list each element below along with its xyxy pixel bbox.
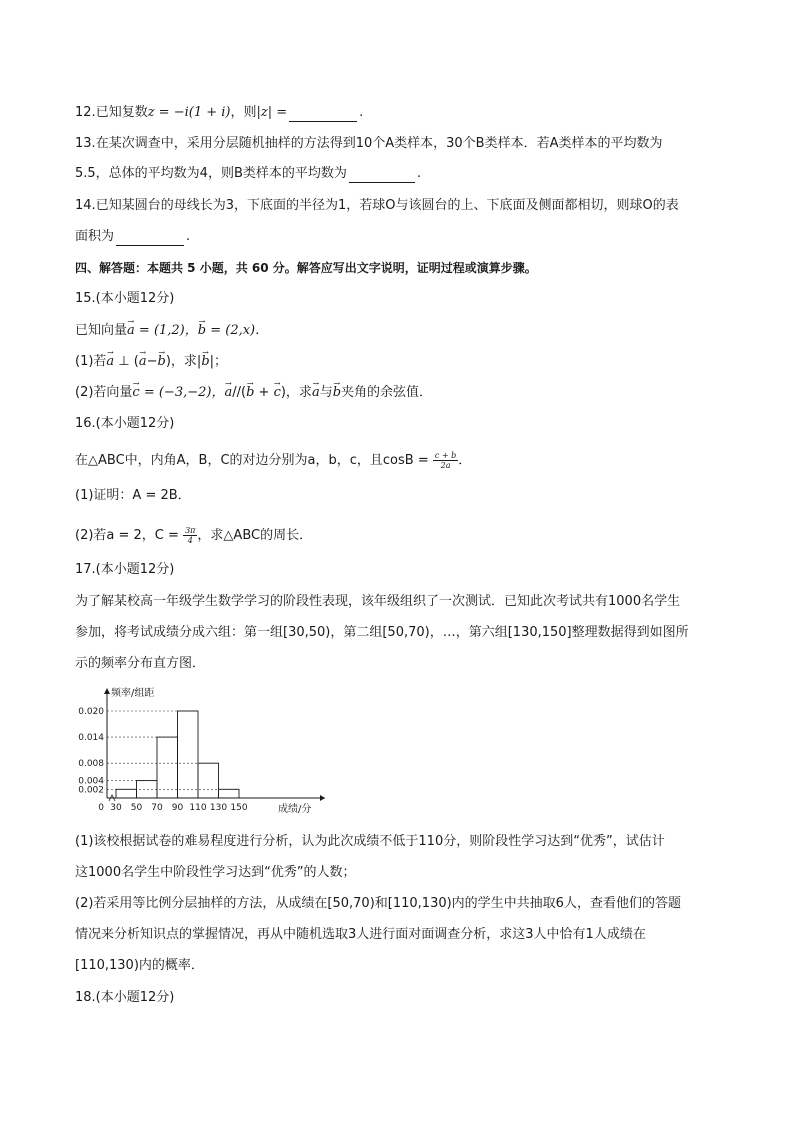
x-axis-label: 成绩/分 <box>278 804 312 815</box>
x-tick-label: 50 <box>130 803 143 813</box>
x-tick-label: 110 <box>189 803 207 813</box>
question-text: )，求| <box>165 354 202 369</box>
math-expression: z = −i(1 + i) <box>147 105 231 120</box>
math-expression: ⊥ ( <box>114 354 139 369</box>
math-expression: − <box>146 354 158 369</box>
question-text: |； <box>209 354 228 369</box>
question-14-line-2 <box>75 228 190 246</box>
fraction-numerator: 3π <box>185 526 196 535</box>
y-tick-label: 0.008 <box>78 759 104 770</box>
question-text: 夹角的余弦值． <box>341 385 433 400</box>
question-17-part-2-line-1: (2)若采用等比例分层抽样的方法，从成绩在[50,70)和[110,130)内的学生中共抽取6人，查看他们的答题 <box>75 896 681 911</box>
question-text: (1)若 <box>75 354 107 369</box>
math-expression: = (2,x)． <box>206 323 269 338</box>
x-tick-label: 30 <box>110 803 122 813</box>
math-expression: = (−3,−2)， <box>139 385 225 400</box>
question-12 <box>75 104 363 122</box>
question-14-line-1 <box>75 197 679 215</box>
vector-c: → c <box>132 384 139 402</box>
question-17-part-2-line-2: 情况来分析知识点的掌握情况，再从中随机选取3人进行面对面调查分析，求这3人中恰有1人成绩在 <box>75 927 646 942</box>
question-16-given <box>75 451 471 470</box>
question-text: 已知某圆台的母线长为3，下底面的半径为1，若球O与该圆台的上、下底面及侧面都相切，则球O的表 <box>95 198 679 213</box>
question-17-line-3: 示的频率分布直方图． <box>75 656 206 671</box>
question-17-header: 17.(本小题12分) <box>75 562 175 577</box>
answer-blank[interactable] <box>349 168 415 183</box>
question-15-part-2 <box>75 384 432 402</box>
x-tick-label: 150 <box>230 803 248 813</box>
vector-b: → b <box>333 384 341 402</box>
vector-a: → a <box>106 353 114 371</box>
fraction <box>183 526 197 545</box>
section-heading: 四、解答题：本题共 5 小题，共 60 分。解答应写出文字说明，证明过程或演算步骤。 <box>75 261 537 275</box>
frequency-histogram <box>70 684 340 822</box>
y-axis-label: 频率/组距 <box>111 688 155 699</box>
question-text: ． <box>458 453 472 468</box>
question-17-line-2: 参加，将考试成绩分成六组：第一组[30,50)，第二组[50,70)，…，第六组[130,150]整理数据得到如图所 <box>75 625 689 640</box>
y-tick-label: 0.002 <box>78 785 104 796</box>
x-tick-label: 70 <box>151 803 163 813</box>
question-number: 12. <box>75 105 96 120</box>
vector-b: → b <box>246 384 254 402</box>
question-text: ，求△ABC的周长． <box>197 528 313 543</box>
math-expression: + <box>254 385 274 400</box>
histogram-bar <box>116 789 137 798</box>
vector-b: → b <box>158 353 166 371</box>
question-15-part-1 <box>75 353 227 371</box>
fraction-denominator: 2a <box>440 461 451 470</box>
vector-b: → b <box>201 353 209 371</box>
question-13-line-2 <box>75 165 421 183</box>
histogram-bar <box>178 711 199 798</box>
question-text: 已知复数 <box>95 105 148 120</box>
answer-blank[interactable] <box>116 231 184 246</box>
vector-b: → b <box>198 322 206 340</box>
origin-label: 0 <box>98 803 104 813</box>
question-text: )，求 <box>280 385 312 400</box>
fraction-denominator: 4 <box>187 536 193 545</box>
question-13-line-1 <box>75 135 662 153</box>
x-axis-arrow <box>320 795 325 801</box>
x-tick-label: 90 <box>171 803 184 813</box>
question-16-part-2 <box>75 526 312 545</box>
question-15-header: 15.(本小题12分) <box>75 291 175 306</box>
question-text: . <box>186 229 191 244</box>
question-16-part-1: (1)证明：A = 2B． <box>75 488 191 503</box>
question-17-part-1-line-1: (1)该校根据试卷的难易程度进行分析，认为此次成绩不低于110分，则阶段性学习达到“优秀”，试估计 <box>75 834 665 849</box>
question-number: 14. <box>75 198 96 213</box>
question-17-part-1-line-2: 这1000名学生中阶段性学习达到“优秀”的人数； <box>75 865 356 880</box>
vector-a: → a <box>139 353 147 371</box>
question-text: 与 <box>319 385 333 400</box>
vector-c: → c <box>274 384 281 402</box>
question-text: ，则 <box>230 105 257 120</box>
y-axis-arrow <box>104 688 110 694</box>
answer-blank[interactable] <box>289 107 357 122</box>
vector-a: → a <box>312 384 320 402</box>
question-text: 5.5，总体的平均数为4，则B类样本的平均数为 <box>75 166 347 181</box>
x-tick-label: 130 <box>209 803 228 813</box>
question-text: 已知向量 <box>75 323 128 338</box>
math-expression: //( <box>232 385 247 400</box>
math-expression: = (1,2)， <box>134 323 198 338</box>
vector-a: → a <box>127 322 135 340</box>
question-text: 面积为 <box>75 229 115 244</box>
question-text: (2)若向量 <box>75 385 133 400</box>
question-text: . <box>359 105 364 120</box>
y-tick-label: 0.020 <box>78 707 104 717</box>
question-16-header: 16.(本小题12分) <box>75 416 175 431</box>
question-18-header: 18.(本小题12分) <box>75 990 175 1005</box>
question-17-line-1: 为了解某校高一年级学生数学学习的阶段性表现，该年级组织了一次测试．已知此次考试共有1000名学生 <box>75 594 681 609</box>
histogram-bar <box>157 737 178 798</box>
fraction-numerator: c + b <box>434 451 457 460</box>
histogram-bar <box>219 789 240 798</box>
vector-a: → a <box>224 384 232 402</box>
question-15-given <box>75 322 268 340</box>
y-tick-label: 0.004 <box>78 776 104 787</box>
question-17-part-2-line-3: [110,130)内的概率． <box>75 958 204 973</box>
question-text: 在△ABC中，内角A，B，C的对边分别为a，b，c，且cosB = <box>75 453 429 468</box>
question-number: 13. <box>75 136 96 151</box>
y-tick-label: 0.014 <box>78 733 104 744</box>
question-text: (2)若a = 2，C = <box>75 528 179 543</box>
fraction <box>433 451 458 470</box>
question-text: . <box>416 166 422 181</box>
math-expression: |z| = <box>256 105 288 120</box>
histogram-bar <box>198 763 219 798</box>
question-text: 在某次调查中，采用分层随机抽样的方法得到10个A类样本，30个B类样本．若A类样本的平均数为 <box>95 136 663 151</box>
